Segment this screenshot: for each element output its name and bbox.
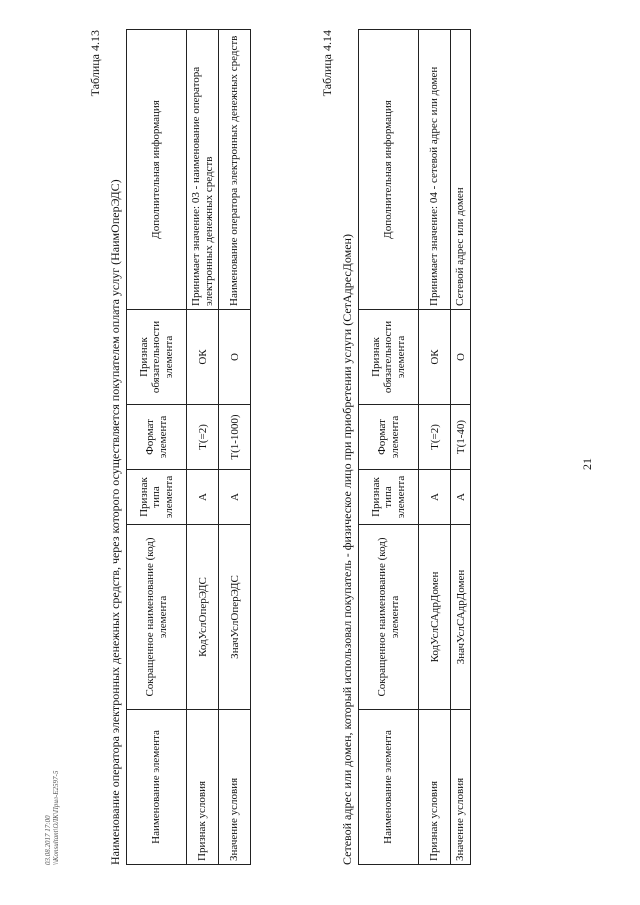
header-cell: Наименование элемента [127, 710, 187, 865]
table-4-14 [358, 29, 471, 865]
cell: Т(=2) [419, 405, 451, 470]
cell: КодУслСАдрДомен [419, 525, 451, 710]
header-cell: Признак обязательности элемента [359, 310, 419, 405]
table-header-row [127, 30, 187, 865]
table-4-14-title: Сетевой адрес или домен, который использовал покупатель - физическое лицо при приобретении услуги (СетАдресДомен) [340, 234, 354, 865]
header-cell: Дополнительная информация [127, 30, 187, 310]
header-cell: Сокращенное наименование (код) элемента [359, 525, 419, 710]
header-cell: Признак типа элемента [359, 470, 419, 525]
header-cell: Дополнительная информация [359, 30, 419, 310]
header-cell: Наименование элемента [359, 710, 419, 865]
page-number: 21 [580, 458, 594, 470]
cell: А [419, 470, 451, 525]
stamp-path: \\Konsultant\ОЛК\Прил-Е2597-5 [52, 770, 61, 865]
cell: ОК [187, 310, 219, 405]
header-cell: Признак типа элемента [127, 470, 187, 525]
cell: А [187, 470, 219, 525]
table-header-row [359, 30, 419, 865]
cell: Сетевой адрес или домен [451, 30, 471, 310]
table-4-14-label: Таблица 4.14 [320, 30, 334, 97]
header-cell: Сокращенное наименование (код) элемента [127, 525, 187, 710]
cell: Т(1-40) [451, 405, 471, 470]
cell: ЗначУслОперЭДС [219, 525, 251, 710]
stamp-date: 03.08.2017 17:00 [44, 815, 52, 865]
cell: ЗначУслСАдрДомен [451, 525, 471, 710]
table-4-13-title: Наименование оператора электронных денежных средств, через которого осуществляется покупателем оплата услуг (НаимОперЭДС) [108, 179, 122, 865]
cell: Наименование оператора электронных денежных средств [219, 30, 251, 310]
cell: О [451, 310, 471, 405]
cell: А [219, 470, 251, 525]
header-cell: Признак обязательности элемента [127, 310, 187, 405]
cell: Признак условия [187, 710, 219, 865]
file-stamp [44, 771, 61, 865]
header-cell: Формат элемента [359, 405, 419, 470]
table-row [419, 30, 451, 865]
cell: Т(=2) [187, 405, 219, 470]
table-4-13 [126, 29, 251, 865]
table-row [451, 30, 471, 865]
header-cell: Формат элемента [127, 405, 187, 470]
cell: А [451, 470, 471, 525]
table-4-13-label: Таблица 4.13 [88, 30, 102, 97]
table-row [219, 30, 251, 865]
cell: ОК [419, 310, 451, 405]
cell: Признак условия [419, 710, 451, 865]
cell: Принимает значение: 04 - сетевой адрес или домен [419, 30, 451, 310]
cell: Принимает значение: 03 - наименование оператора электронных денежных средств [187, 30, 219, 310]
cell: Значение условия [451, 710, 471, 865]
cell: Т(1-1000) [219, 405, 251, 470]
table-row [187, 30, 219, 865]
cell: О [219, 310, 251, 405]
cell: КодУслОперЭДС [187, 525, 219, 710]
cell: Значение условия [219, 710, 251, 865]
